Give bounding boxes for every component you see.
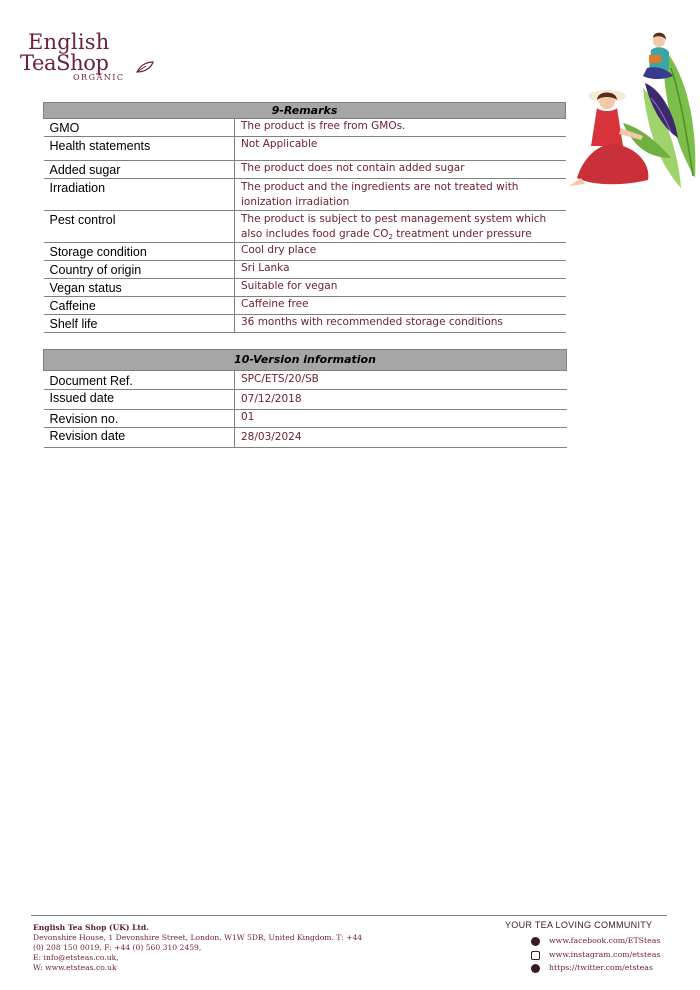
women-reading-illustration xyxy=(563,28,700,196)
table-row xyxy=(44,161,566,179)
remarks-table xyxy=(43,102,566,333)
company-email: E: info@etsteas.co.uk, xyxy=(33,953,119,962)
row-label: Pest control xyxy=(44,211,235,243)
facebook-link[interactable]: www.facebook.com/ETSteas xyxy=(549,936,661,945)
table-row xyxy=(44,428,567,448)
table-row xyxy=(44,297,566,315)
row-value: Suitable for vegan xyxy=(235,279,566,297)
row-value: The product is free from GMOs. xyxy=(235,119,566,137)
twitter-link[interactable]: https://twitter.com/etsteas xyxy=(549,963,653,972)
remarks-title: 9-Remarks xyxy=(44,103,566,119)
row-value: The product and the ingredients are not treated with ionization irradiation xyxy=(235,179,566,211)
instagram-link[interactable]: www.instagram.com/etsteas xyxy=(549,950,661,959)
company-website: W: www.etsteas.co.uk xyxy=(33,963,117,972)
table-row xyxy=(44,243,566,261)
facebook-icon xyxy=(531,937,540,946)
logo-line-1: English xyxy=(28,30,110,54)
social-facebook[interactable] xyxy=(531,936,660,946)
row-value: Cool dry place xyxy=(235,243,566,261)
pest-control-text: The product is subject to pest management system which also includes food grade CO xyxy=(241,213,547,240)
instagram-icon xyxy=(531,951,540,960)
row-value: SPC/ETS/20/SB xyxy=(235,371,567,390)
table-row xyxy=(44,119,566,137)
version-table xyxy=(43,349,567,448)
row-value: The product does not contain added sugar xyxy=(235,161,566,179)
row-value xyxy=(235,211,566,243)
company-name: English Tea Shop (UK) Ltd. xyxy=(33,923,149,932)
logo-line-3: ORGANIC xyxy=(73,73,125,82)
table-row xyxy=(44,179,566,211)
table-row xyxy=(44,279,566,297)
row-label: Added sugar xyxy=(44,161,235,179)
row-label: Storage condition xyxy=(44,243,235,261)
table-row xyxy=(44,261,566,279)
twitter-icon xyxy=(531,964,540,973)
brand-logo xyxy=(20,30,160,86)
row-value: Not Applicable xyxy=(235,137,566,161)
row-label: Revision no. xyxy=(44,410,235,428)
pest-control-text-end: treatment under pressure xyxy=(392,228,532,240)
company-address: Devonshire House, 1 Devonshire Street, London, W1W 5DR, United Kingdom. T: +44 (0) 208 150 0019, F: +44 (0) 560 310 2459, xyxy=(33,933,363,952)
social-twitter[interactable] xyxy=(531,963,653,973)
version-title: 10-Version information xyxy=(44,350,567,371)
logo-line-2: TeaShop xyxy=(20,51,109,75)
company-info xyxy=(33,923,363,973)
row-label: Health statements xyxy=(44,137,235,161)
table-row xyxy=(44,315,566,333)
leaf-icon xyxy=(136,60,154,74)
row-label: Country of origin xyxy=(44,261,235,279)
row-label: Caffeine xyxy=(44,297,235,315)
row-label: GMO xyxy=(44,119,235,137)
row-label: Vegan status xyxy=(44,279,235,297)
table-row xyxy=(44,371,567,390)
footer-divider xyxy=(31,915,667,916)
row-value: 07/12/2018 xyxy=(235,390,567,410)
row-value: 28/03/2024 xyxy=(235,428,567,448)
row-label: Irradiation xyxy=(44,179,235,211)
row-value: Sri Lanka xyxy=(235,261,566,279)
row-label: Shelf life xyxy=(44,315,235,333)
table-row xyxy=(44,211,566,243)
row-label: Document Ref. xyxy=(44,371,235,390)
table-row xyxy=(44,390,567,410)
row-value: 01 xyxy=(235,410,567,428)
row-label: Issued date xyxy=(44,390,235,410)
co2-subscript: 2 xyxy=(388,233,393,241)
row-value: Caffeine free xyxy=(235,297,566,315)
community-title: YOUR TEA LOVING COMMUNITY xyxy=(505,920,653,930)
row-value: 36 months with recommended storage conditions xyxy=(235,315,566,333)
row-label: Revision date xyxy=(44,428,235,448)
table-row xyxy=(44,410,567,428)
social-instagram[interactable] xyxy=(531,950,660,960)
table-row xyxy=(44,137,566,161)
